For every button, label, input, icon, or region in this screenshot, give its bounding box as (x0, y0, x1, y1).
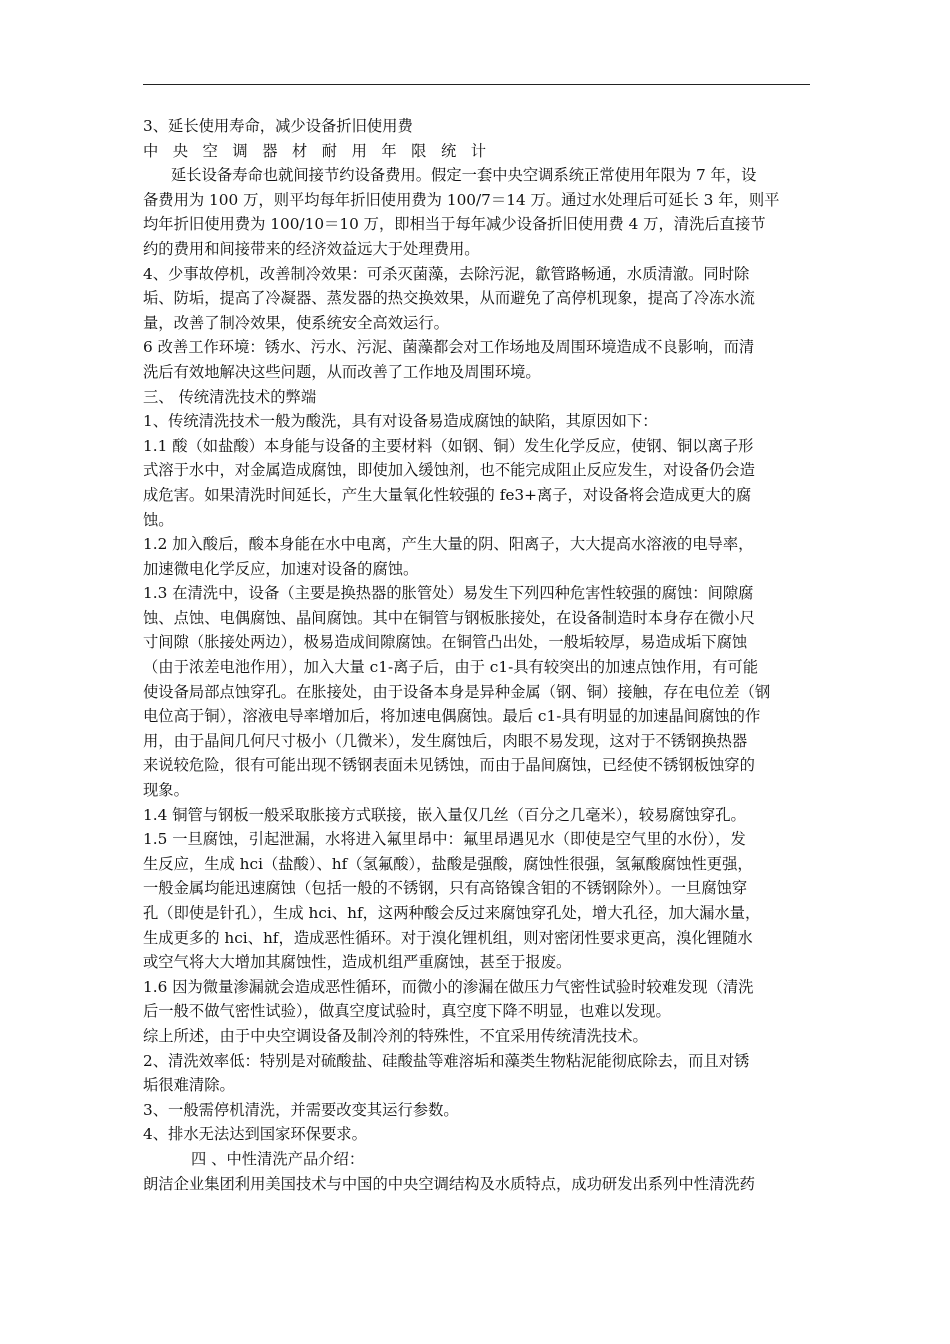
paragraph-line: 1.4 铜管与钢板一般采取胀接方式联接，嵌入量仅几丝（百分之几毫米），较易腐蚀穿孔。 (143, 805, 746, 824)
paragraph-line: 蚀、点蚀、电偶腐蚀、晶间腐蚀。其中在铜管与钢板胀接处，在设备制造时本身存在微小尺 (143, 608, 755, 627)
paragraph-line: 3、一般需停机清洗，并需要改变其运行参数。 (143, 1100, 459, 1119)
paragraph-line: 垢很难清除。 (143, 1076, 235, 1095)
paragraph-line: 延长设备寿命也就间接节约设备费用。假定一套中央空调系统正常使用年限为 7 年，设 (171, 166, 757, 185)
paragraph-line: 后一般不做气密性试验），做真空度试验时，真空度下降不明显，也难以发现。 (143, 1002, 671, 1021)
paragraph-line: 用，由于晶间几何尺寸极小（几微米），发生腐蚀后，肉眼不易发现，这对于不锈钢换热器 (143, 731, 748, 750)
paragraph-line: 备费用为 100 万，则平均每年折旧使用费为 100/7＝14 万。通过水处理后可延长 3 年，则平 (143, 190, 780, 209)
paragraph-line: 来说较危险，很有可能出现不锈钢表面未见锈蚀，而由于晶间腐蚀，已经使不锈钢板蚀穿的 (143, 756, 755, 775)
paragraph-line: 电位高于铜），溶液电导率增加后，将加速电偶腐蚀。最后 c1-具有明显的加速晶间腐蚀的作 (143, 707, 761, 726)
paragraph-line: 1.6 因为微量渗漏就会造成恶性循环，而微小的渗漏在做压力气密性试验时较难发现（清洗 (143, 977, 754, 996)
table-caption: 中央空调器材耐用年限统计 (143, 141, 501, 160)
paragraph-line: 朗洁企业集团利用美国技术与中国的中央空调结构及水质特点，成功研发出系列中性清洗药 (143, 1174, 755, 1193)
paragraph-line: 1.1 酸（如盐酸）本身能与设备的主要材料（如钢、铜）发生化学反应，使钢、铜以离子形 (143, 436, 754, 455)
paragraph-line: 综上所述，由于中央空调设备及制冷剂的特殊性，不宜采用传统清洗技术。 (143, 1026, 648, 1045)
section-heading: 三、 传统清洗技术的弊端 (143, 387, 317, 406)
paragraph-line: 6 改善工作环境：锈水、污水、污泥、菌藻都会对工作场地及周围环境造成不良影响，而清 (143, 338, 755, 357)
paragraph-line: 2、清洗效率低：特别是对硫酸盐、硅酸盐等难溶垢和藻类生物粘泥能彻底除去，而且对锈 (143, 1051, 750, 1070)
paragraph-line: 量，改善了制冷效果，使系统安全高效运行。 (143, 313, 449, 332)
paragraph-line: 1.5 一旦腐蚀，引起泄漏，水将进入氟里昂中：氟里昂遇见水（即使是空气里的水份），发 (143, 830, 746, 849)
paragraph-line: 3、延长使用寿命，减少设备折旧使用费 (143, 117, 413, 135)
paragraph-line: 或空气将大大增加其腐蚀性，造成机组严重腐蚀，甚至于报废。 (143, 953, 572, 972)
paragraph-line: 均年折旧使用费为 100/10＝10 万，即相当于每年减少设备折旧使用费 4 万，清洗后直接节 (143, 215, 766, 234)
paragraph-line: 寸间隙（胀接处两边），极易造成间隙腐蚀。在铜管凸出处，一般垢较厚，易造成垢下腐蚀 (143, 633, 748, 652)
paragraph-line: 垢、防垢，提高了冷凝器、蒸发器的热交换效果，从而避免了高停机现象，提高了冷冻水流 (143, 289, 755, 308)
paragraph-line: 成危害。如果清洗时间延长，产生大量氧化性较强的 fe3+离子，对设备将会造成更大的腐 (143, 485, 752, 504)
paragraph-line: 孔（即使是针孔），生成 hci、hf，这两种酸会反过来腐蚀穿孔处，增大孔径，加大漏水量， (143, 904, 761, 922)
paragraph-line: 加速微电化学反应，加速对设备的腐蚀。 (143, 559, 419, 578)
paragraph-line: 1.3 在清洗中，设备（主要是换热器的胀管处）易发生下列四种危害性较强的腐蚀：间隙腐 (143, 584, 754, 603)
paragraph-line: 4、少事故停机，改善制冷效果：可杀灭菌藻，去除污泥，歙管路畅通，水质清澈。同时除 (143, 264, 750, 283)
paragraph-line: （由于浓差电池作用），加入大量 c1-离子后，由于 c1-具有较突出的加速点蚀作用，有可能 (143, 658, 758, 677)
paragraph-line: 生成更多的 hci、hf，造成恶性循环。对于溴化锂机组，则对密闭性要求更高，溴化锂随水 (143, 928, 753, 947)
paragraph-line: 约的费用和间接带来的经济效益远大于处理费用。 (143, 239, 480, 258)
paragraph-line: 1、传统清洗技术一般为酸洗，具有对设备易造成腐蚀的缺陷，其原因如下： (143, 412, 658, 431)
paragraph-line: 使设备局部点蚀穿孔。在胀接处，由于设备本身是异种金属（钢、铜）接触，存在电位差（钢 (143, 682, 771, 701)
paragraph-line: 4、排水无法达到国家环保要求。 (143, 1125, 367, 1144)
section-heading: 四 、中性清洗产品介绍： (191, 1149, 365, 1168)
paragraph-line: 现象。 (143, 781, 189, 800)
header-rule (143, 84, 810, 85)
document-body (143, 114, 810, 1196)
paragraph-line: 蚀。 (143, 510, 174, 529)
paragraph-line: 一般金属均能迅速腐蚀（包括一般的不锈钢，只有高铬镍含钼的不锈钢除外）。一旦腐蚀穿 (143, 879, 748, 898)
paragraph-line: 生反应，生成 hci（盐酸）、hf（氢氟酸），盐酸是强酸，腐蚀性很强，氢氟酸腐蚀性更强， (143, 854, 753, 873)
paragraph-line: 1.2 加入酸后，酸本身能在水中电离，产生大量的阴、阳离子，大大提高水溶液的电导率， (143, 535, 754, 554)
paragraph-line: 洗后有效地解决这些问题，从而改善了工作地及周围环境。 (143, 362, 541, 381)
paragraph-line: 式溶于水中，对金属造成腐蚀，即使加入缓蚀剂，也不能完成阻止反应发生，对设备仍会造 (143, 461, 755, 480)
